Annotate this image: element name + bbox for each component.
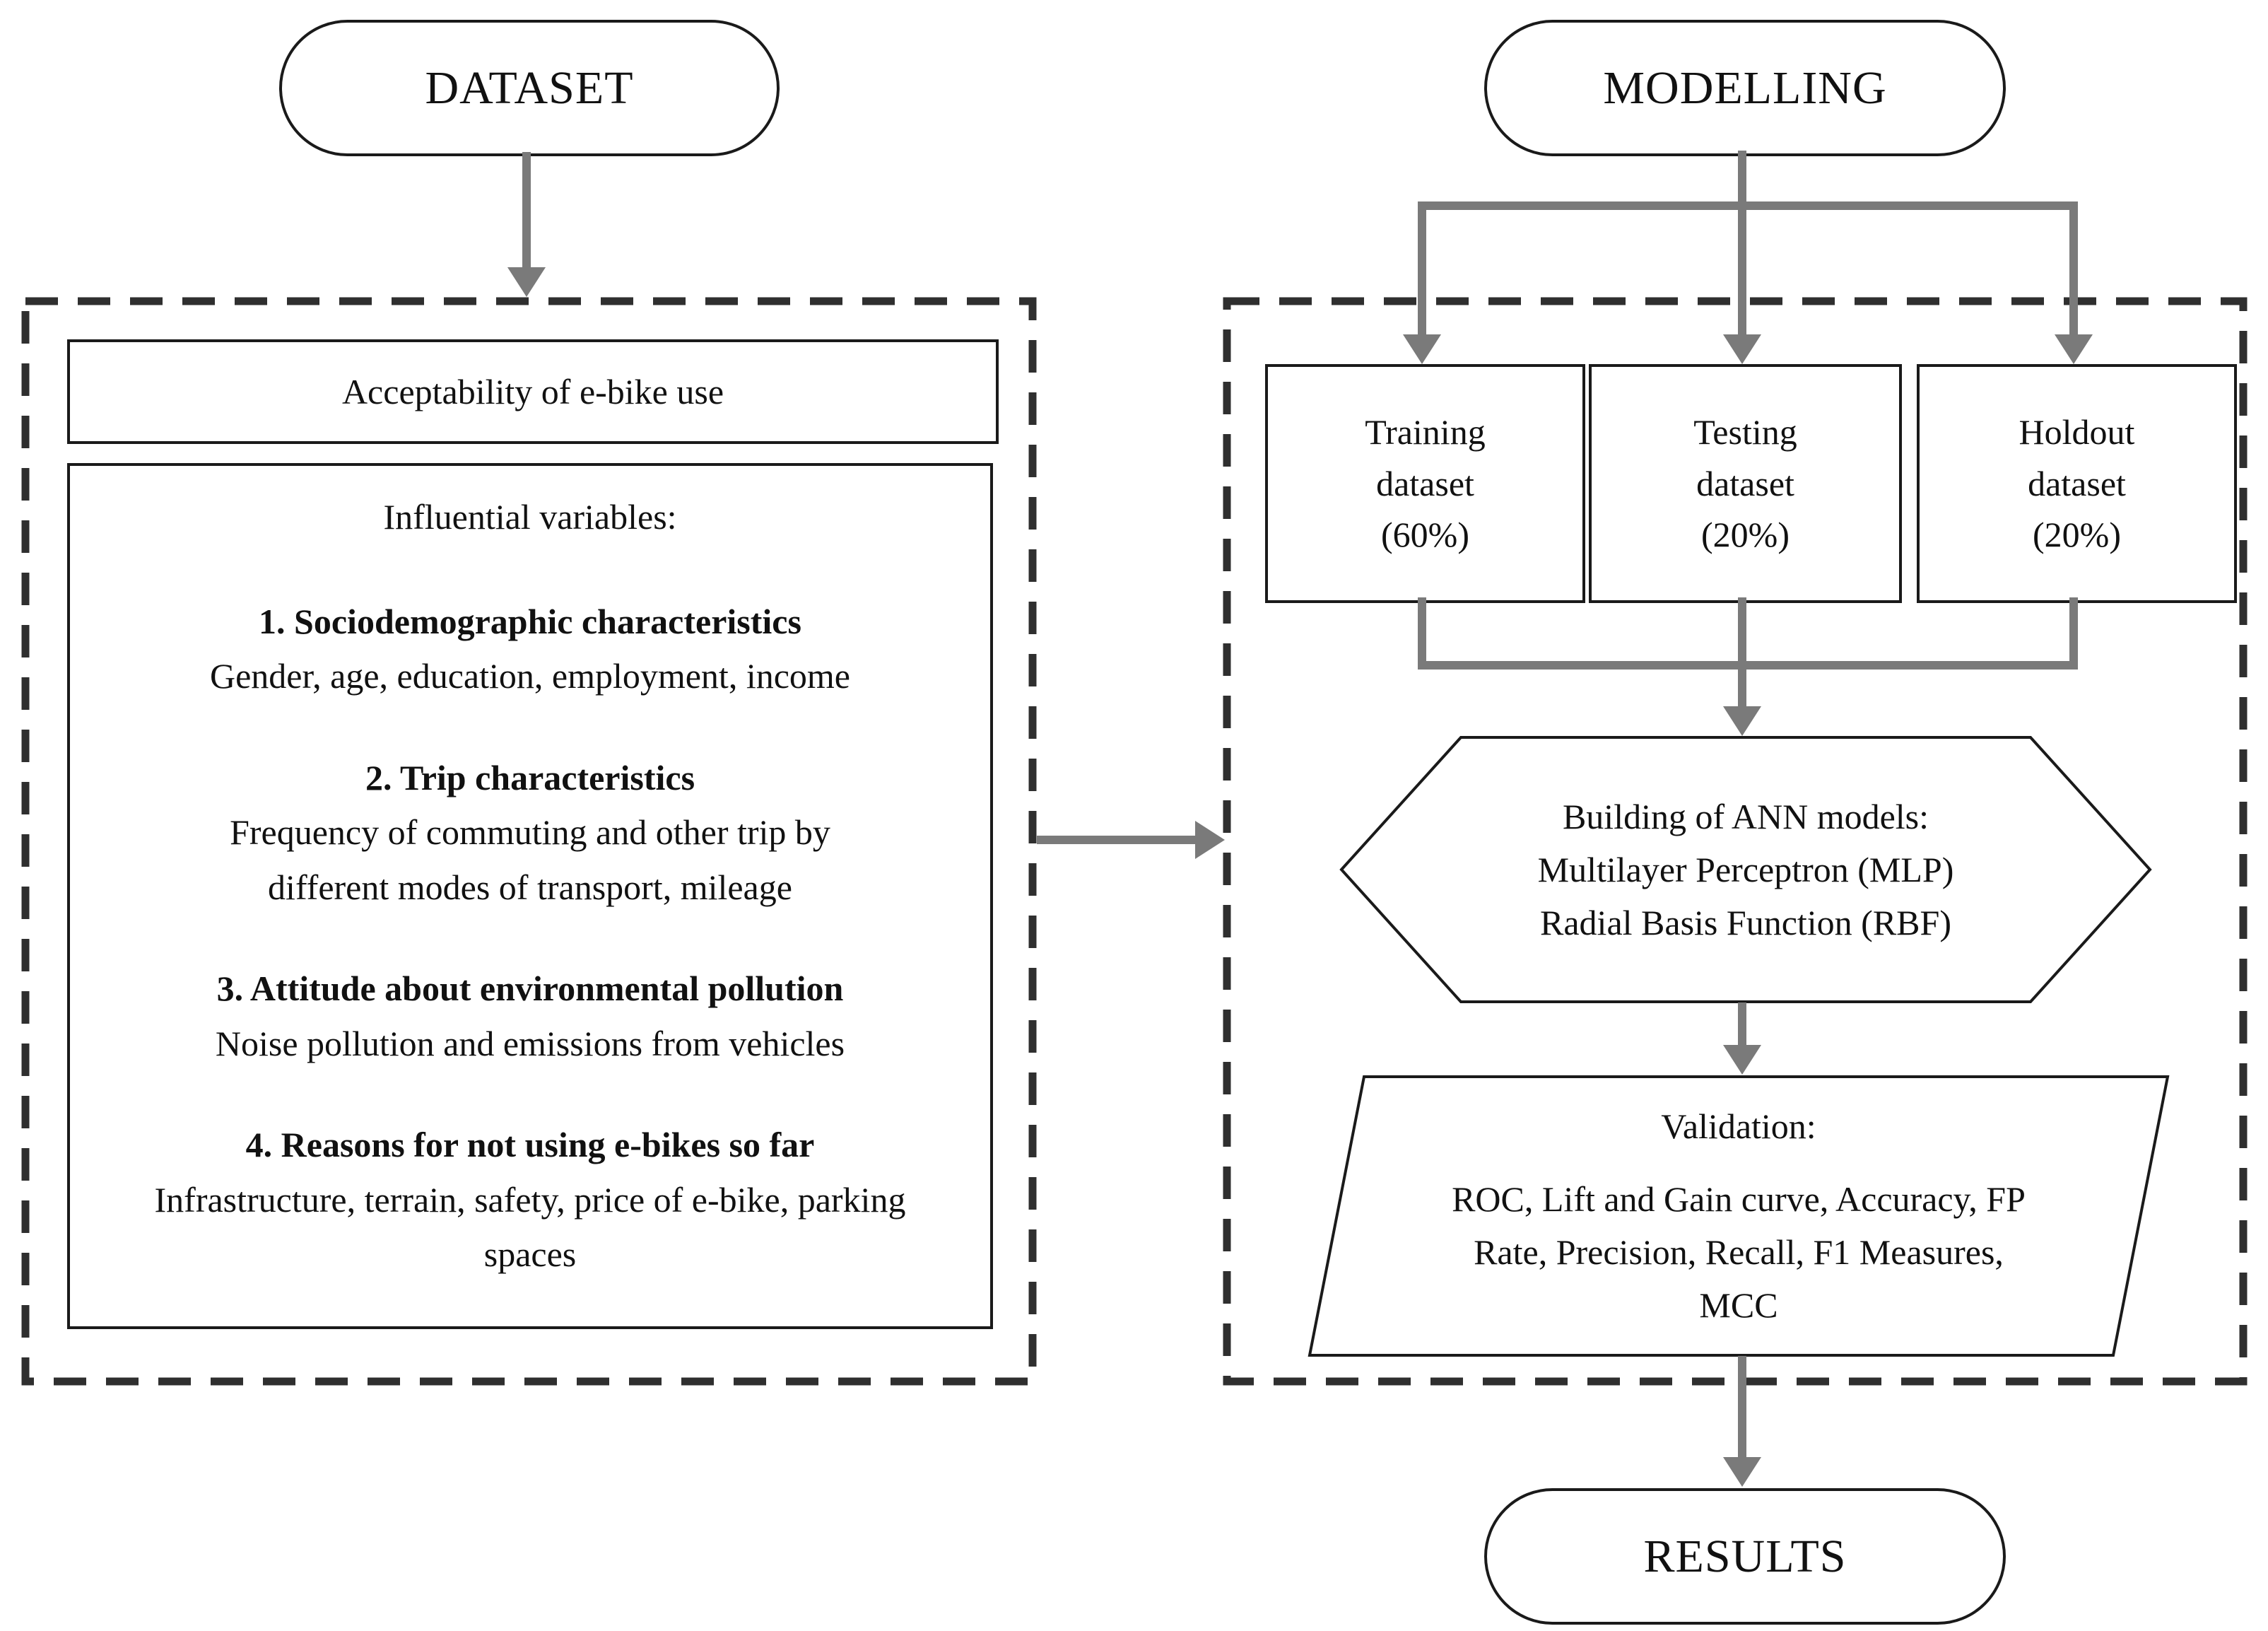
arrow-dataset-to-panel-line <box>522 152 531 269</box>
holdout-dataset-box <box>1917 364 2237 603</box>
results-node <box>1484 1488 2006 1625</box>
ann-hexagon-text <box>1339 735 2152 1004</box>
converge-left-stub-line <box>1418 597 1426 665</box>
holdout-dataset-line2: dataset <box>2028 463 2126 503</box>
modelling-node <box>1484 20 2006 156</box>
testing-dataset-line1: Testing <box>1693 412 1797 452</box>
variable-heading: 4. Reasons for not using e-bikes so far <box>245 1125 815 1164</box>
ann-line2: Multilayer Perceptron (MLP) <box>1537 849 1954 889</box>
variable-detail: Infrastructure, terrain, safety, price of e-bike, parking spaces <box>154 1179 906 1274</box>
variable-detail: Frequency of commuting and other trip by different modes of transport, mileage <box>230 812 830 907</box>
variable-item-attitude <box>98 961 962 1071</box>
arrow-into-hexagon-head <box>1723 706 1761 736</box>
variable-item-sociodemographic <box>98 595 962 704</box>
results-label: RESULTS <box>1643 1530 1847 1582</box>
holdout-dataset-share: (20%) <box>2033 515 2121 555</box>
arrow-into-holdout-head <box>2055 334 2093 364</box>
variables-title: Influential variables: <box>383 497 677 537</box>
ann-line3: Radial Basis Function (RBF) <box>1540 902 1951 942</box>
modelling-label: MODELLING <box>1603 62 1887 114</box>
arrow-into-testing-head <box>1723 334 1761 364</box>
validation-title: Validation: <box>1661 1106 1816 1146</box>
variable-detail: Gender, age, education, employment, income <box>209 656 850 696</box>
arrow-hexagon-to-validation-head <box>1723 1045 1761 1075</box>
branch-bar-line <box>1418 201 2078 210</box>
variable-heading: 1. Sociodemographic characteristics <box>259 601 801 641</box>
influential-variables-box <box>67 463 993 1329</box>
testing-dataset-line2: dataset <box>1696 463 1794 503</box>
validation-detail: ROC, Lift and Gain curve, Accuracy, FP Rate, Precision, Recall, F1 Measures, MCC <box>1452 1179 2026 1325</box>
converge-right-stub-line <box>2069 597 2078 665</box>
arrow-hexagon-to-validation-line <box>1738 1002 1746 1048</box>
training-dataset-line1: Training <box>1365 412 1486 452</box>
acceptability-box <box>67 339 999 444</box>
arrow-left-to-right-panel-head <box>1195 821 1225 859</box>
arrow-into-hexagon-line <box>1738 597 1746 709</box>
training-dataset-box <box>1265 364 1585 603</box>
ann-line1: Building of ANN models: <box>1562 796 1929 836</box>
variable-heading: 2. Trip characteristics <box>365 757 695 797</box>
variable-item-trip <box>98 751 962 916</box>
training-dataset-share: (60%) <box>1381 515 1469 555</box>
converge-bar-line <box>1418 661 2078 670</box>
arrow-validation-to-results-head <box>1723 1457 1761 1487</box>
arrow-dataset-to-panel-head <box>507 267 546 297</box>
modelling-stem-line <box>1738 151 1746 337</box>
validation-parallelogram-text <box>1308 1075 2170 1357</box>
testing-dataset-box <box>1589 364 1902 603</box>
variable-item-reasons <box>98 1118 962 1282</box>
arrow-left-to-right-panel-line <box>1037 836 1198 844</box>
arrow-validation-to-results-line <box>1738 1356 1746 1459</box>
testing-dataset-share: (20%) <box>1701 515 1790 555</box>
dataset-node <box>279 20 780 156</box>
variable-heading: 3. Attitude about environmental pollution <box>216 969 844 1008</box>
holdout-dataset-line1: Holdout <box>2019 412 2135 452</box>
variable-detail: Noise pollution and emissions from vehicles <box>215 1023 845 1063</box>
branch-right-line <box>2069 206 2078 337</box>
dataset-label: DATASET <box>425 62 634 114</box>
arrow-into-training-head <box>1403 334 1441 364</box>
training-dataset-line2: dataset <box>1376 463 1474 503</box>
branch-left-line <box>1418 206 1426 337</box>
acceptability-label: Acceptability of e-bike use <box>341 371 724 411</box>
